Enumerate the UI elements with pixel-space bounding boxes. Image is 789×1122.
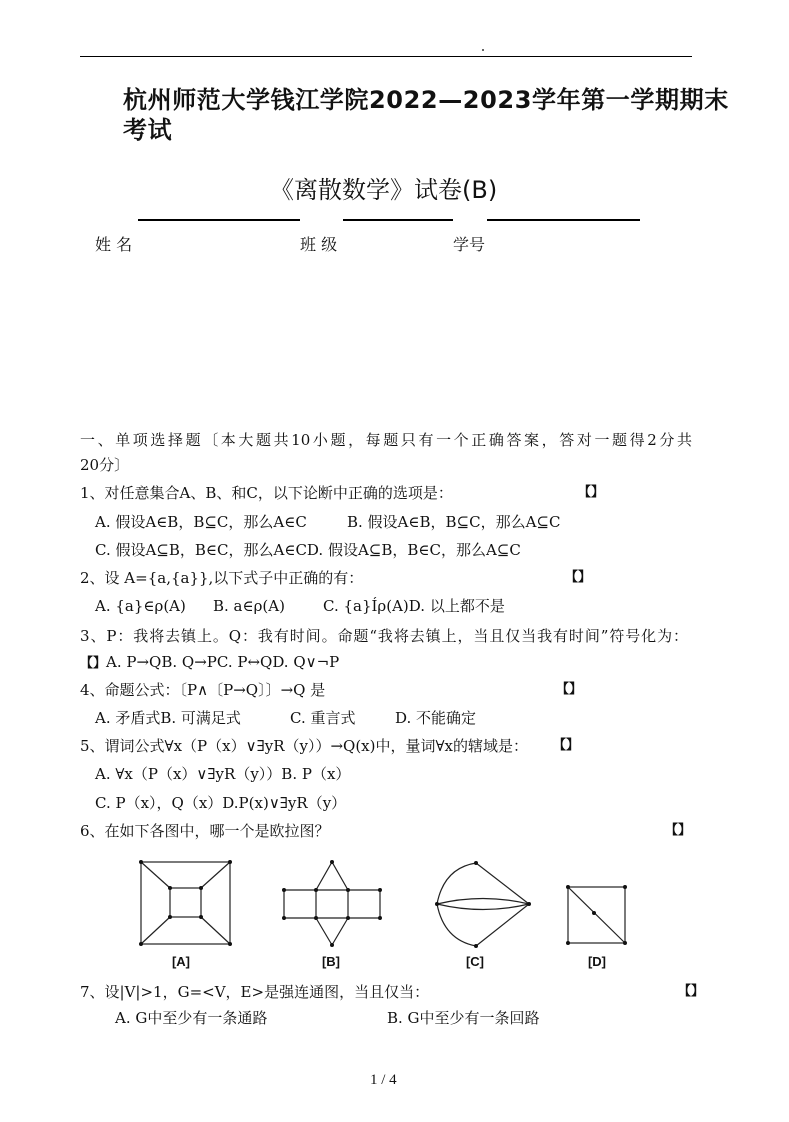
q3-option-c: C. P↔Q — [216, 653, 273, 671]
q5-answer-bracket: 【】 — [553, 738, 580, 753]
q3-option-b: B. Q→P — [161, 653, 217, 671]
graph-c — [435, 861, 531, 948]
q2-option-c: C. {a}Íρ(A) — [323, 597, 409, 615]
graph-c-edge — [437, 899, 529, 905]
graph-d-vertex — [623, 941, 627, 945]
q4-options-ab — [95, 709, 241, 727]
page-number: 1 / 4 — [370, 1072, 397, 1088]
q1-answer-bracket: 【】 — [578, 485, 605, 500]
graph-c-vertex — [435, 902, 439, 906]
section-heading-line1: 一、单项选择题〔本大题共10小题，每题只有一个正确答案，答对一题得2分共 — [80, 431, 692, 449]
q1-option-d: D. 假设A⊆B，B∈C，那么A⊆C — [306, 541, 521, 559]
exam-title-line2: 考试 — [123, 116, 173, 144]
figure-label-b: [B] — [321, 954, 341, 969]
graph-a-vertex — [168, 886, 172, 890]
graph-b-vertex — [330, 860, 334, 864]
graph-b-vertex — [314, 888, 318, 892]
graph-d-diagonal — [568, 887, 625, 943]
name-label: 姓 名 — [95, 235, 133, 254]
exam-subtitle: 《离散数学》试卷(B) — [270, 176, 498, 204]
graph-c-vertex — [527, 902, 531, 906]
exam-title-line1: 杭州师范大学钱江学院2022—2023学年第一学期期末 — [123, 86, 729, 114]
q2-stem: 2、设 A={a,{a}},以下式子中正确的有： — [80, 569, 364, 587]
graph-c-edge — [437, 904, 529, 910]
q1-option-b: B. 假设A∈B，B⊆C，那么A⊆C — [347, 513, 561, 531]
graph-b-vertex — [378, 916, 382, 920]
q3-answer-bracket: 【】 — [80, 656, 107, 671]
graph-a-vertex — [139, 942, 143, 946]
graph-b-vertex — [346, 916, 350, 920]
header-mark — [482, 49, 484, 51]
q5-option-b: B. P（x） — [281, 765, 351, 783]
graph-c-edge — [476, 863, 529, 904]
student-id-label: 学号 — [453, 235, 486, 254]
graph-a — [139, 860, 232, 946]
q3-stem: 3、P：我将去镇上。Q：我有时间。命题“我将去镇上，当且仅当我有时间”符号化为： — [80, 627, 688, 645]
graph-a-vertex — [168, 915, 172, 919]
q7-option-b: B. G中至少有一条回路 — [387, 1009, 540, 1027]
graph-a-vertex — [139, 860, 143, 864]
q1-option-a: A. 假设A∈B，B⊆C，那么A∈C — [95, 513, 307, 531]
q3-option-a: A. P→Q — [106, 653, 162, 671]
class-underline — [343, 219, 453, 221]
q5-options-cd — [95, 794, 346, 812]
name-underline — [138, 219, 300, 221]
q6-answer-bracket: 【】 — [665, 823, 692, 838]
graph-d-vertex — [566, 885, 570, 889]
q4-option-b: B. 可满足式 — [160, 709, 241, 727]
q7-stem: 7、设|V|>1，G=<V，E>是强连通图，当且仅当： — [80, 983, 430, 1001]
q4-answer-bracket: 【】 — [556, 682, 583, 697]
graph-figures — [0, 850, 789, 950]
graph-a-edge — [201, 917, 230, 944]
q2-option-a: A. {a}∈ρ(A) — [95, 597, 186, 615]
graph-c-vertex — [474, 861, 478, 865]
q5-options-ab — [95, 765, 350, 783]
q1-stem: 1、对任意集合A、B、和C，以下论断中正确的选项是： — [80, 484, 453, 502]
graph-a-vertex — [228, 942, 232, 946]
graph-d-vertex — [623, 885, 627, 889]
q6-stem: 6、在如下各图中，哪一个是欧拉图？ — [80, 822, 330, 840]
graph-d-vertex — [566, 941, 570, 945]
graph-b-vertex — [314, 916, 318, 920]
q5-option-c: C. P（x），Q（x） — [95, 794, 223, 812]
figure-label-c: [C] — [465, 954, 485, 969]
student-id-underline — [487, 219, 640, 221]
q2-option-d: D. 以上都不是 — [408, 597, 505, 615]
graph-a-vertex — [199, 886, 203, 890]
graph-b-vertex — [378, 888, 382, 892]
q5-option-d: D.P(x)∨∃yR（y） — [222, 794, 347, 812]
graph-b-vertex — [330, 943, 334, 947]
graph-a-vertex — [228, 860, 232, 864]
graph-b-top-triangle — [316, 862, 348, 890]
q5-option-a: A. ∀x（P（x）∨∃yR（y）） — [95, 765, 282, 783]
q4-stem: 4、命题公式：〔P∧〔P→Q〕〕→Q 是 — [80, 681, 326, 699]
graph-b-vertex — [282, 916, 286, 920]
q2-options-cd — [323, 597, 505, 615]
graph-b-vertex — [282, 888, 286, 892]
graph-c-edge — [437, 904, 476, 946]
section-heading-line2: 20分〕 — [80, 456, 130, 474]
graph-a-vertex — [199, 915, 203, 919]
graph-b-bottom-triangle — [316, 918, 348, 945]
graph-a-edge — [141, 917, 170, 944]
q1-options-cd — [95, 541, 521, 559]
graph-b — [282, 860, 382, 947]
class-label: 班 级 — [300, 235, 338, 254]
q3-options — [80, 653, 339, 673]
q7-option-a: A. G中至少有一条通路 — [115, 1009, 268, 1027]
q2-answer-bracket: 【】 — [565, 570, 592, 585]
q4-option-c: C. 重言式 — [290, 709, 356, 727]
graph-b-vertex — [346, 888, 350, 892]
q2-option-b: B. a∈ρ(A) — [213, 597, 285, 615]
graph-c-edge — [476, 904, 529, 946]
graph-a-edge — [141, 862, 170, 888]
q3-option-d: D. Q∨¬P — [272, 653, 340, 671]
graph-d — [566, 885, 627, 945]
graph-a-edge — [201, 862, 230, 888]
header-rule — [80, 56, 692, 57]
graph-d-vertex — [592, 911, 596, 915]
graph-a-inner-square — [170, 888, 201, 917]
figure-label-a: [A] — [171, 954, 191, 969]
graph-c-vertex — [474, 944, 478, 948]
q5-stem: 5、谓词公式∀x（P（x）∨∃yR（y））→Q(x)中，量词∀x的辖域是： — [80, 737, 529, 755]
q1-option-c: C. 假设A⊆B，B∈C，那么A∈C — [95, 541, 307, 559]
graph-c-edge — [437, 863, 476, 904]
q4-option-a: A. 矛盾式 — [95, 709, 161, 727]
q4-option-d: D. 不能确定 — [395, 709, 477, 727]
figure-label-d: [D] — [587, 954, 607, 969]
q7-answer-bracket: 【】 — [678, 984, 705, 999]
